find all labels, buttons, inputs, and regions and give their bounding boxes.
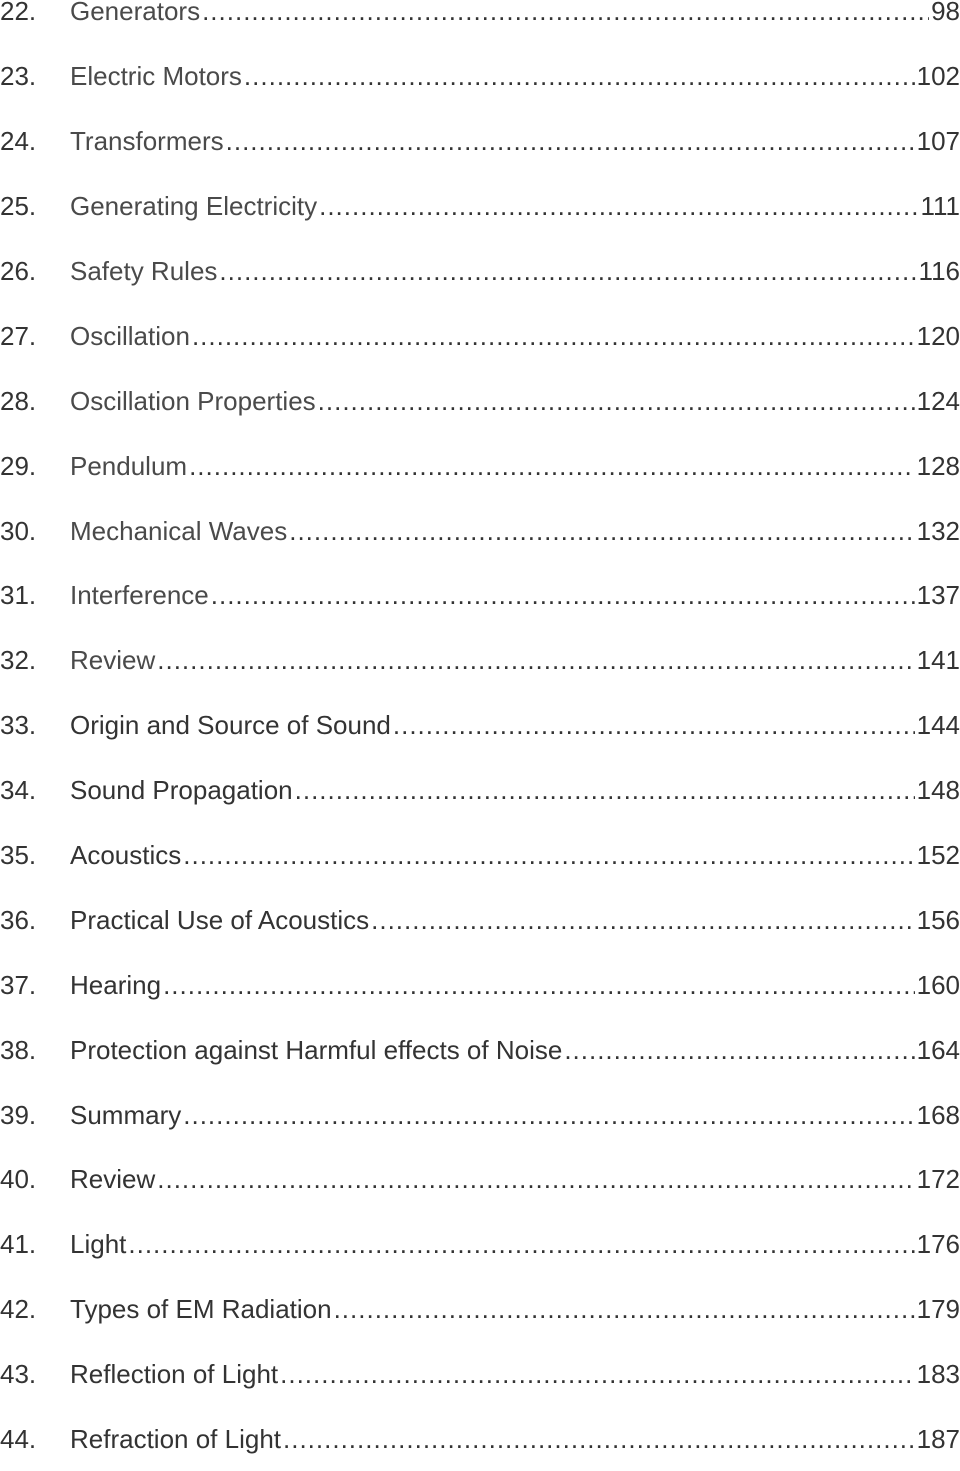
toc-entry[interactable]: [0, 1407, 960, 1471]
toc-entry-number: 34.: [0, 775, 37, 806]
toc-entry-title: Safety Rules: [70, 256, 218, 286]
toc-entry-page: 156: [916, 904, 960, 935]
toc-leader-dots: [244, 61, 915, 91]
toc-entry-number: 36.: [0, 904, 37, 935]
toc-entry-page: 160: [916, 969, 960, 1000]
toc-entry[interactable]: [0, 368, 960, 433]
toc-entry-title: Pendulum: [70, 450, 188, 481]
toc-entry-number: 41.: [0, 1229, 37, 1260]
toc-entry[interactable]: [0, 628, 960, 693]
toc-leader-dots: [202, 0, 929, 26]
toc-leader-dots: [564, 1035, 914, 1065]
toc-entry-number: 31.: [0, 580, 37, 611]
toc-entry-title: Types of EM Radiation: [70, 1294, 332, 1325]
toc-entry[interactable]: [0, 758, 960, 823]
toc-entry-number: 42.: [0, 1294, 37, 1325]
toc-entry-title: Interference: [70, 580, 209, 611]
toc-entry-number: 29.: [0, 450, 37, 481]
toc-leader-dots: [295, 775, 915, 805]
toc-leader-dots: [189, 451, 915, 481]
toc-entry-title: Review: [70, 645, 156, 676]
toc-leader-dots: [163, 970, 915, 1000]
toc-entry[interactable]: [0, 433, 960, 498]
toc-entry[interactable]: [0, 1147, 960, 1212]
toc-leader-dots: [128, 1229, 914, 1259]
toc-entry-title: Transformers: [70, 126, 224, 157]
toc-leader-dots: [289, 516, 914, 546]
toc-leader-dots: [319, 191, 918, 221]
toc-entry-title: Origin and Source of Sound: [70, 710, 391, 741]
toc-leader-dots: [211, 580, 915, 610]
toc-entry[interactable]: [0, 1277, 960, 1342]
toc-entry-page: 132: [916, 515, 960, 546]
toc-entry-number: 43.: [0, 1359, 37, 1390]
toc-leader-dots: [219, 256, 916, 286]
toc-entry-title: Refraction of Light: [70, 1424, 282, 1455]
toc-entry-number: 44.: [0, 1424, 37, 1455]
toc-entry-page: 172: [916, 1164, 960, 1195]
toc-leader-dots: [334, 1294, 915, 1324]
toc-entry[interactable]: [0, 303, 960, 368]
toc-entry[interactable]: [0, 1342, 960, 1407]
toc-entry-title: Electric Motors: [70, 61, 242, 92]
toc-entry-page: 187: [916, 1424, 960, 1455]
toc-entry-page: 148: [916, 775, 960, 806]
toc-leader-dots: [157, 645, 914, 675]
toc-entry-number: 23.: [0, 61, 37, 92]
toc-entry-page: 128: [916, 450, 960, 481]
toc-entry[interactable]: [0, 1017, 960, 1082]
toc-entry-page: 164: [916, 1034, 960, 1065]
toc-leader-dots: [283, 1424, 915, 1454]
toc-entry[interactable]: [0, 239, 960, 304]
toc-leader-dots: [192, 321, 915, 351]
toc-entry-number: 28.: [0, 385, 37, 416]
toc-entry-page: 107: [916, 126, 960, 157]
toc-entry-number: 33.: [0, 710, 37, 741]
toc-entry[interactable]: [0, 174, 960, 239]
toc-entry[interactable]: [0, 1212, 960, 1277]
toc-entry[interactable]: [0, 887, 960, 952]
toc-entry-title: Summary: [70, 1099, 182, 1130]
toc-entry-number: 27.: [0, 320, 37, 351]
toc-entry-title: Light: [70, 1229, 127, 1260]
toc-entry-number: 39.: [0, 1099, 37, 1130]
toc-entry-page: 168: [916, 1099, 960, 1130]
toc-entry-title: Acoustics: [70, 840, 182, 871]
toc-entry-page: 116: [918, 256, 960, 286]
toc-entry-number: 24.: [0, 126, 37, 157]
toc-entry[interactable]: [0, 563, 960, 628]
toc-leader-dots: [393, 710, 915, 740]
toc-entry-page: 152: [916, 840, 960, 871]
toc-leader-dots: [280, 1359, 914, 1389]
toc-entry[interactable]: [0, 823, 960, 888]
toc-entry[interactable]: [0, 0, 960, 44]
toc-entry-title: Practical Use of Acoustics: [70, 904, 370, 935]
toc-entry-number: 40.: [0, 1164, 37, 1195]
toc-entry-number: 22.: [0, 0, 37, 27]
toc-entry-title: Protection against Harmful effects of Noise: [70, 1034, 563, 1065]
toc-leader-dots: [371, 905, 914, 935]
toc-entry-title: Oscillation Properties: [70, 385, 316, 416]
toc-entry-title: Oscillation: [70, 320, 190, 351]
toc-entry-title: Generating Electricity: [70, 191, 318, 222]
toc-entry-page: 183: [916, 1359, 960, 1390]
toc-entry-page: 98: [931, 0, 960, 27]
toc-leader-dots: [157, 1164, 914, 1194]
toc-entry-number: 37.: [0, 969, 37, 1000]
toc-entry-page: 111: [920, 191, 960, 222]
toc-entry-title: Mechanical Waves: [70, 515, 288, 546]
toc-entry-page: 176: [916, 1229, 960, 1260]
toc-leader-dots: [183, 1100, 914, 1130]
toc-entry-number: 30.: [0, 515, 37, 546]
toc-leader-dots: [226, 126, 915, 156]
toc-entry-number: 32.: [0, 645, 37, 676]
toc-entry[interactable]: [0, 693, 960, 758]
toc-entry-page: 179: [916, 1294, 960, 1325]
toc-entry-page: 141: [916, 645, 960, 676]
toc-entry-number: 35.: [0, 840, 37, 871]
toc-entry-title: Hearing: [70, 969, 162, 1000]
toc-leader-dots: [318, 386, 915, 416]
toc-entry-page: 102: [916, 61, 960, 92]
toc-entry-page: 124: [916, 385, 960, 416]
toc-entry-number: 38.: [0, 1034, 37, 1065]
toc-entry[interactable]: [0, 109, 960, 174]
toc-entry-page: 137: [916, 580, 960, 611]
toc-entry[interactable]: [0, 44, 960, 109]
toc-entry[interactable]: [0, 498, 960, 563]
toc-entry-page: 120: [916, 320, 960, 351]
toc-entry-title: Sound Propagation: [70, 775, 293, 806]
toc-entry-title: Generators: [70, 0, 201, 27]
toc-entry-page: 144: [916, 710, 960, 741]
toc-entry-number: 25.: [0, 191, 37, 222]
toc-entry-number: 26.: [0, 256, 37, 286]
toc-entry[interactable]: [0, 952, 960, 1017]
toc-leader-dots: [183, 840, 914, 870]
toc-entry[interactable]: [0, 1082, 960, 1147]
toc-entry-title: Reflection of Light: [70, 1359, 279, 1390]
toc-entry-title: Review: [70, 1164, 156, 1195]
